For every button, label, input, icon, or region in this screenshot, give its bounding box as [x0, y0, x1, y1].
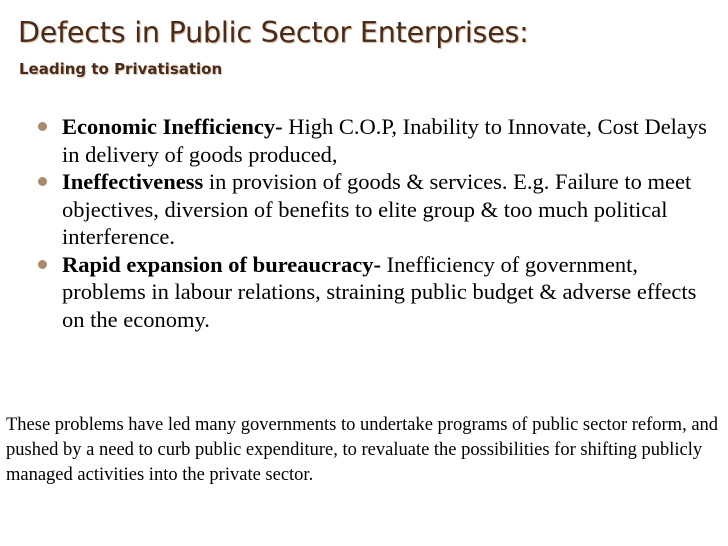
bullet-text: in provision of goods & services. E.g. Failure to meet objectives, diversion of benefits to elite group & too much political interference.	[62, 169, 692, 249]
slide-title: Defects in Public Sector Enterprises:	[18, 16, 529, 49]
bullet-dot-icon	[38, 177, 47, 186]
bullet-heading: Economic Inefficiency-	[62, 114, 283, 139]
bullet-heading: Rapid expansion of bureaucracy-	[62, 251, 381, 277]
bullet-dot-icon	[38, 122, 47, 131]
bullet-heading: Ineffectiveness	[62, 169, 204, 194]
summary-paragraph: These problems have led many governments to undertake programs of public sector reform, and pushed by a need to curb public expenditure, to revaluate the possibilities for shifting publicly managed activities into the private sector.	[6, 415, 719, 485]
bullet-dot-icon	[38, 260, 47, 269]
bullet-text: Inefficiency of government, problems in labour relations, straining public budget & adverse effects on the economy.	[62, 251, 697, 332]
bullet-list	[38, 113, 718, 333]
slide-subtitle: Leading to Privatisation	[19, 60, 223, 78]
bullet-item-rapid-expansion-of-bureaucracy	[38, 251, 718, 334]
bullet-item-ineffectiveness	[38, 168, 718, 251]
bullet-text: High C.O.P, Inability to Innovate, Cost Delays in delivery of goods produced,	[62, 114, 707, 167]
bullet-item-economic-inefficiency	[38, 113, 718, 168]
